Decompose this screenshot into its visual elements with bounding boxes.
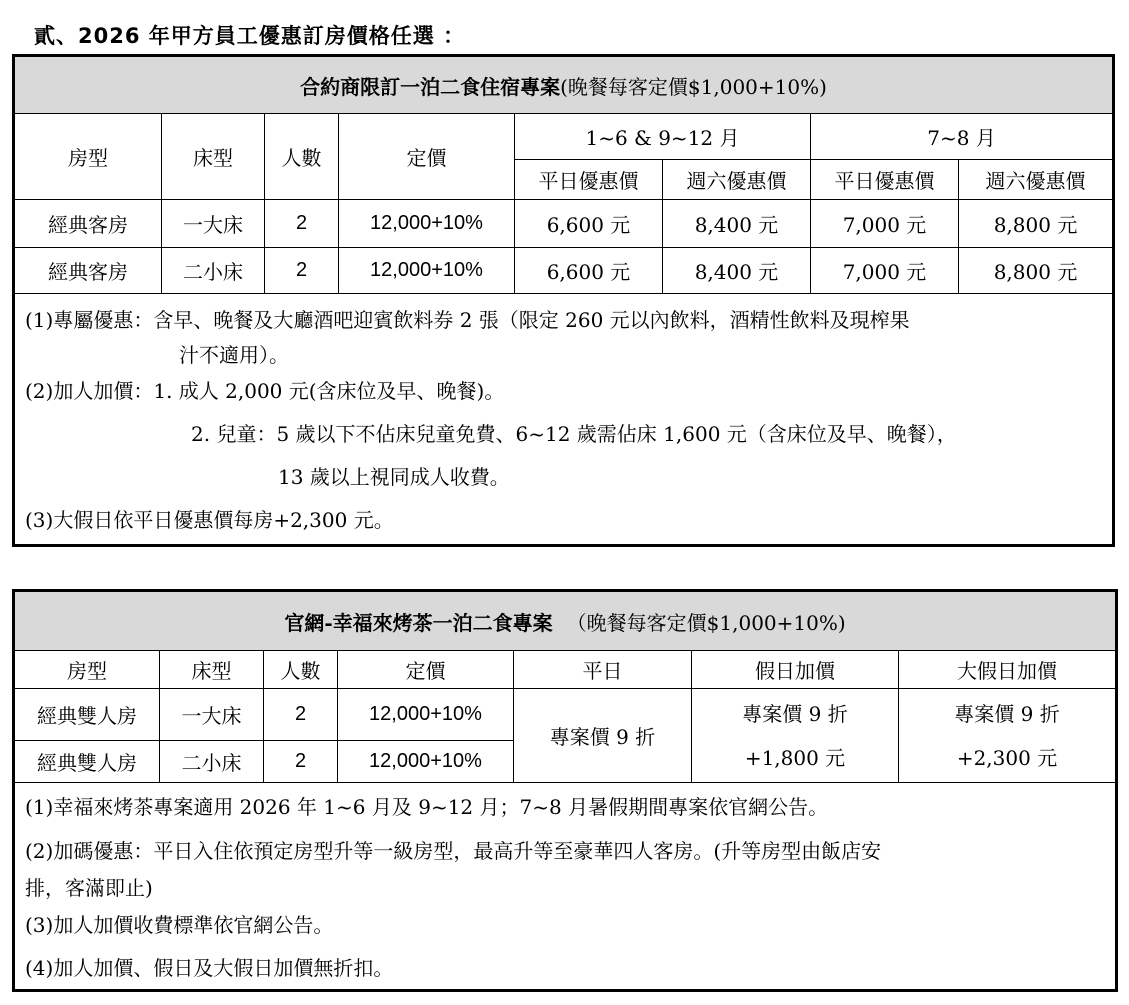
table-row (14, 200, 1114, 248)
note-3: (3)大假日依平日優惠價每房+2,300 元。 (25, 508, 394, 532)
table2-title-bold: 官網-幸福來烤茶一泊二食專案 (284, 610, 553, 635)
table2-title-rest: （晚餐每客定價$1,000+10%) (566, 610, 846, 635)
note-2: (2)加碼優惠：平日入住依預定房型升等一級房型，最高升等至豪華四人客房。(升等房型由飯店安 (25, 839, 882, 863)
cell-big-holiday-value (899, 689, 1117, 783)
header-period-2: 7~8 月 (811, 114, 1114, 160)
table2-notes (14, 783, 1117, 991)
note-1-text: 含早、晚餐及大廳酒吧迎賓飲料券 2 張（限定 260 元以內飲料，酒精性飲料及現榨果 (153, 308, 910, 332)
contract-package-table (12, 54, 1115, 547)
holiday-value-line2: +1,800 元 (744, 745, 846, 770)
cell-price: 12,000+10% (338, 741, 514, 783)
cell-bed: 二小床 (162, 248, 265, 294)
cell-p1-weekday: 6,600 元 (515, 200, 663, 248)
note-3: (3)加人加價收費標準依官網公告。 (25, 913, 334, 937)
cell-p1-saturday: 8,400 元 (663, 248, 811, 294)
header-p2-weekday: 平日優惠價 (811, 160, 959, 200)
header-bed-type: 床型 (162, 114, 265, 200)
cell-room: 經典雙人房 (14, 689, 160, 741)
cell-room: 經典客房 (14, 248, 162, 294)
note-4: (4)加人加價、假日及大假日加價無折扣。 (25, 956, 394, 980)
note-2-label: (2)加人加價： (25, 379, 154, 403)
cell-p1-weekday: 6,600 元 (515, 248, 663, 294)
cell-persons: 2 (265, 248, 339, 294)
big-holiday-value-line1: 專案價 9 折 (954, 701, 1060, 726)
header-persons: 人數 (264, 651, 338, 689)
header-holiday: 假日加價 (692, 651, 899, 689)
cell-price: 12,000+10% (338, 689, 514, 741)
official-site-package-table (12, 589, 1118, 992)
header-room-type: 房型 (14, 114, 162, 200)
header-room-type: 房型 (14, 651, 160, 689)
header-bed-type: 床型 (160, 651, 264, 689)
cell-room: 經典雙人房 (14, 741, 160, 783)
cell-price: 12,000+10% (339, 248, 515, 294)
cell-p2-saturday: 8,800 元 (959, 248, 1114, 294)
cell-holiday-value (692, 689, 899, 783)
cell-bed: 二小床 (160, 741, 264, 783)
header-period-1: 1~6 & 9~12 月 (515, 114, 811, 160)
header-p2-saturday: 週六優惠價 (959, 160, 1114, 200)
note-2-text: 1. 成人 2,000 元(含床位及早、晚餐)。 (153, 379, 505, 403)
table1-title-bold: 合約商限訂一泊二食住宿專案 (300, 74, 561, 99)
note-2-child-cont: 13 歲以上視同成人收費。 (278, 465, 510, 489)
big-holiday-value-line2: +2,300 元 (956, 745, 1058, 770)
table-row (14, 248, 1114, 294)
holiday-value-line1: 專案價 9 折 (742, 701, 848, 726)
table-row (14, 689, 1117, 741)
cell-persons: 2 (264, 741, 338, 783)
header-list-price: 定價 (339, 114, 515, 200)
cell-persons: 2 (265, 200, 339, 248)
cell-p2-saturday: 8,800 元 (959, 200, 1114, 248)
table1-notes (14, 294, 1114, 546)
note-1: (1)幸福來烤茶專案適用 2026 年 1~6 月及 9~12 月；7~8 月暑假期間專案依官網公告。 (25, 795, 829, 819)
header-p1-saturday: 週六優惠價 (663, 160, 811, 200)
note-1 (25, 300, 1102, 340)
cell-room: 經典客房 (14, 200, 162, 248)
table1-title (14, 56, 1114, 114)
cell-p2-weekday: 7,000 元 (811, 248, 959, 294)
note-1-cont: 汁不適用）。 (179, 343, 289, 367)
note-2-child: 2. 兒童：5 歲以下不佔床兒童免費、6~12 歲需佔床 1,600 元（含床位及早、晚餐）， (191, 422, 957, 446)
note-2 (25, 370, 1102, 413)
page-heading: 貳、2026 年甲方員工優惠訂房價格任選 ： (34, 24, 466, 48)
table2-title (14, 591, 1117, 651)
header-p1-weekday: 平日優惠價 (515, 160, 663, 200)
cell-persons: 2 (264, 689, 338, 741)
cell-bed: 一大床 (162, 200, 265, 248)
cell-price: 12,000+10% (339, 200, 515, 248)
note-2-cont: 排，客滿即止) (25, 876, 153, 900)
header-persons: 人數 (265, 114, 339, 200)
header-big-holiday: 大假日加價 (899, 651, 1117, 689)
cell-weekday-value: 專案價 9 折 (514, 689, 692, 783)
cell-bed: 一大床 (160, 689, 264, 741)
header-list-price: 定價 (338, 651, 514, 689)
table1-title-rest: (晚餐每客定價$1,000+10%) (560, 74, 827, 99)
cell-p1-saturday: 8,400 元 (663, 200, 811, 248)
note-1-label: (1)專屬優惠： (25, 308, 154, 332)
cell-p2-weekday: 7,000 元 (811, 200, 959, 248)
header-weekday: 平日 (514, 651, 692, 689)
